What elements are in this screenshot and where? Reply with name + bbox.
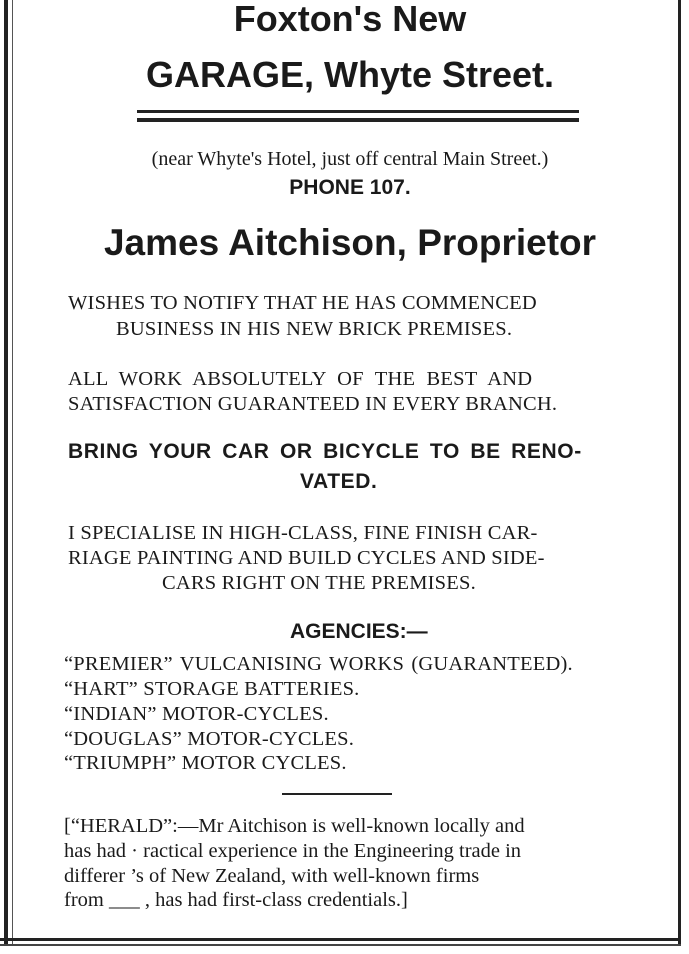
agency-item: “HART” STORAGE BATTERIES. — [64, 678, 360, 700]
left-border-inner-rule — [12, 0, 13, 946]
title-double-rule-top — [137, 110, 579, 113]
phone-number: PHONE 107. — [289, 176, 411, 199]
bring-line-1: BRING YOUR CAR OR BICYCLE TO BE RENO- — [68, 440, 582, 463]
section-divider — [282, 793, 392, 795]
bottom-border-rule-2 — [0, 944, 681, 946]
agency-item: “TRIUMPH” MOTOR CYCLES. — [64, 752, 347, 774]
herald-line-4: from ___ , has had first-class credentials.] — [64, 889, 408, 911]
herald-line-2: has had · ractical experience in the Engineering trade in — [64, 840, 522, 862]
agency-item: “DOUGLAS” MOTOR-CYCLES. — [64, 728, 355, 750]
specialise-line-1: I SPECIALISE IN HIGH-CLASS, FINE FINISH CAR- — [68, 522, 538, 544]
quality-line-1: ALL WORK ABSOLUTELY OF THE BEST AND — [68, 368, 533, 390]
right-border-rule — [678, 0, 681, 946]
herald-line-1: [“HERALD”:—Mr Aitchison is well-known locally and — [64, 815, 525, 837]
agencies-heading: AGENCIES:— — [290, 620, 428, 643]
agency-item: “INDIAN” MOTOR-CYCLES. — [64, 703, 329, 725]
herald-line-3: differer ’s of New Zealand, with well-known firms — [64, 865, 480, 887]
ad-title-line-2: GARAGE, Whyte Street. — [145, 54, 555, 95]
left-border-rule — [4, 0, 8, 946]
bottom-border-rule — [0, 938, 681, 941]
agency-item: “PREMIER” VULCANISING WORKS (GUARANTEED). — [64, 653, 573, 675]
ad-title-line-1: Foxton's New — [233, 0, 467, 39]
notify-line-1: WISHES TO NOTIFY THAT HE HAS COMMENCED — [68, 292, 537, 314]
bring-line-2: VATED. — [300, 470, 378, 493]
location-note: (near Whyte's Hotel, just off central Main Street.) — [151, 148, 549, 170]
quality-line-2: SATISFACTION GUARANTEED IN EVERY BRANCH. — [68, 393, 558, 415]
title-double-rule-bottom — [137, 118, 579, 122]
notify-line-2: BUSINESS IN HIS NEW BRICK PREMISES. — [116, 318, 513, 340]
specialise-line-3: CARS RIGHT ON THE PREMISES. — [162, 572, 476, 594]
specialise-line-2: RIAGE PAINTING AND BUILD CYCLES AND SIDE- — [68, 547, 545, 569]
proprietor-name: James Aitchison, Proprietor — [103, 222, 597, 263]
